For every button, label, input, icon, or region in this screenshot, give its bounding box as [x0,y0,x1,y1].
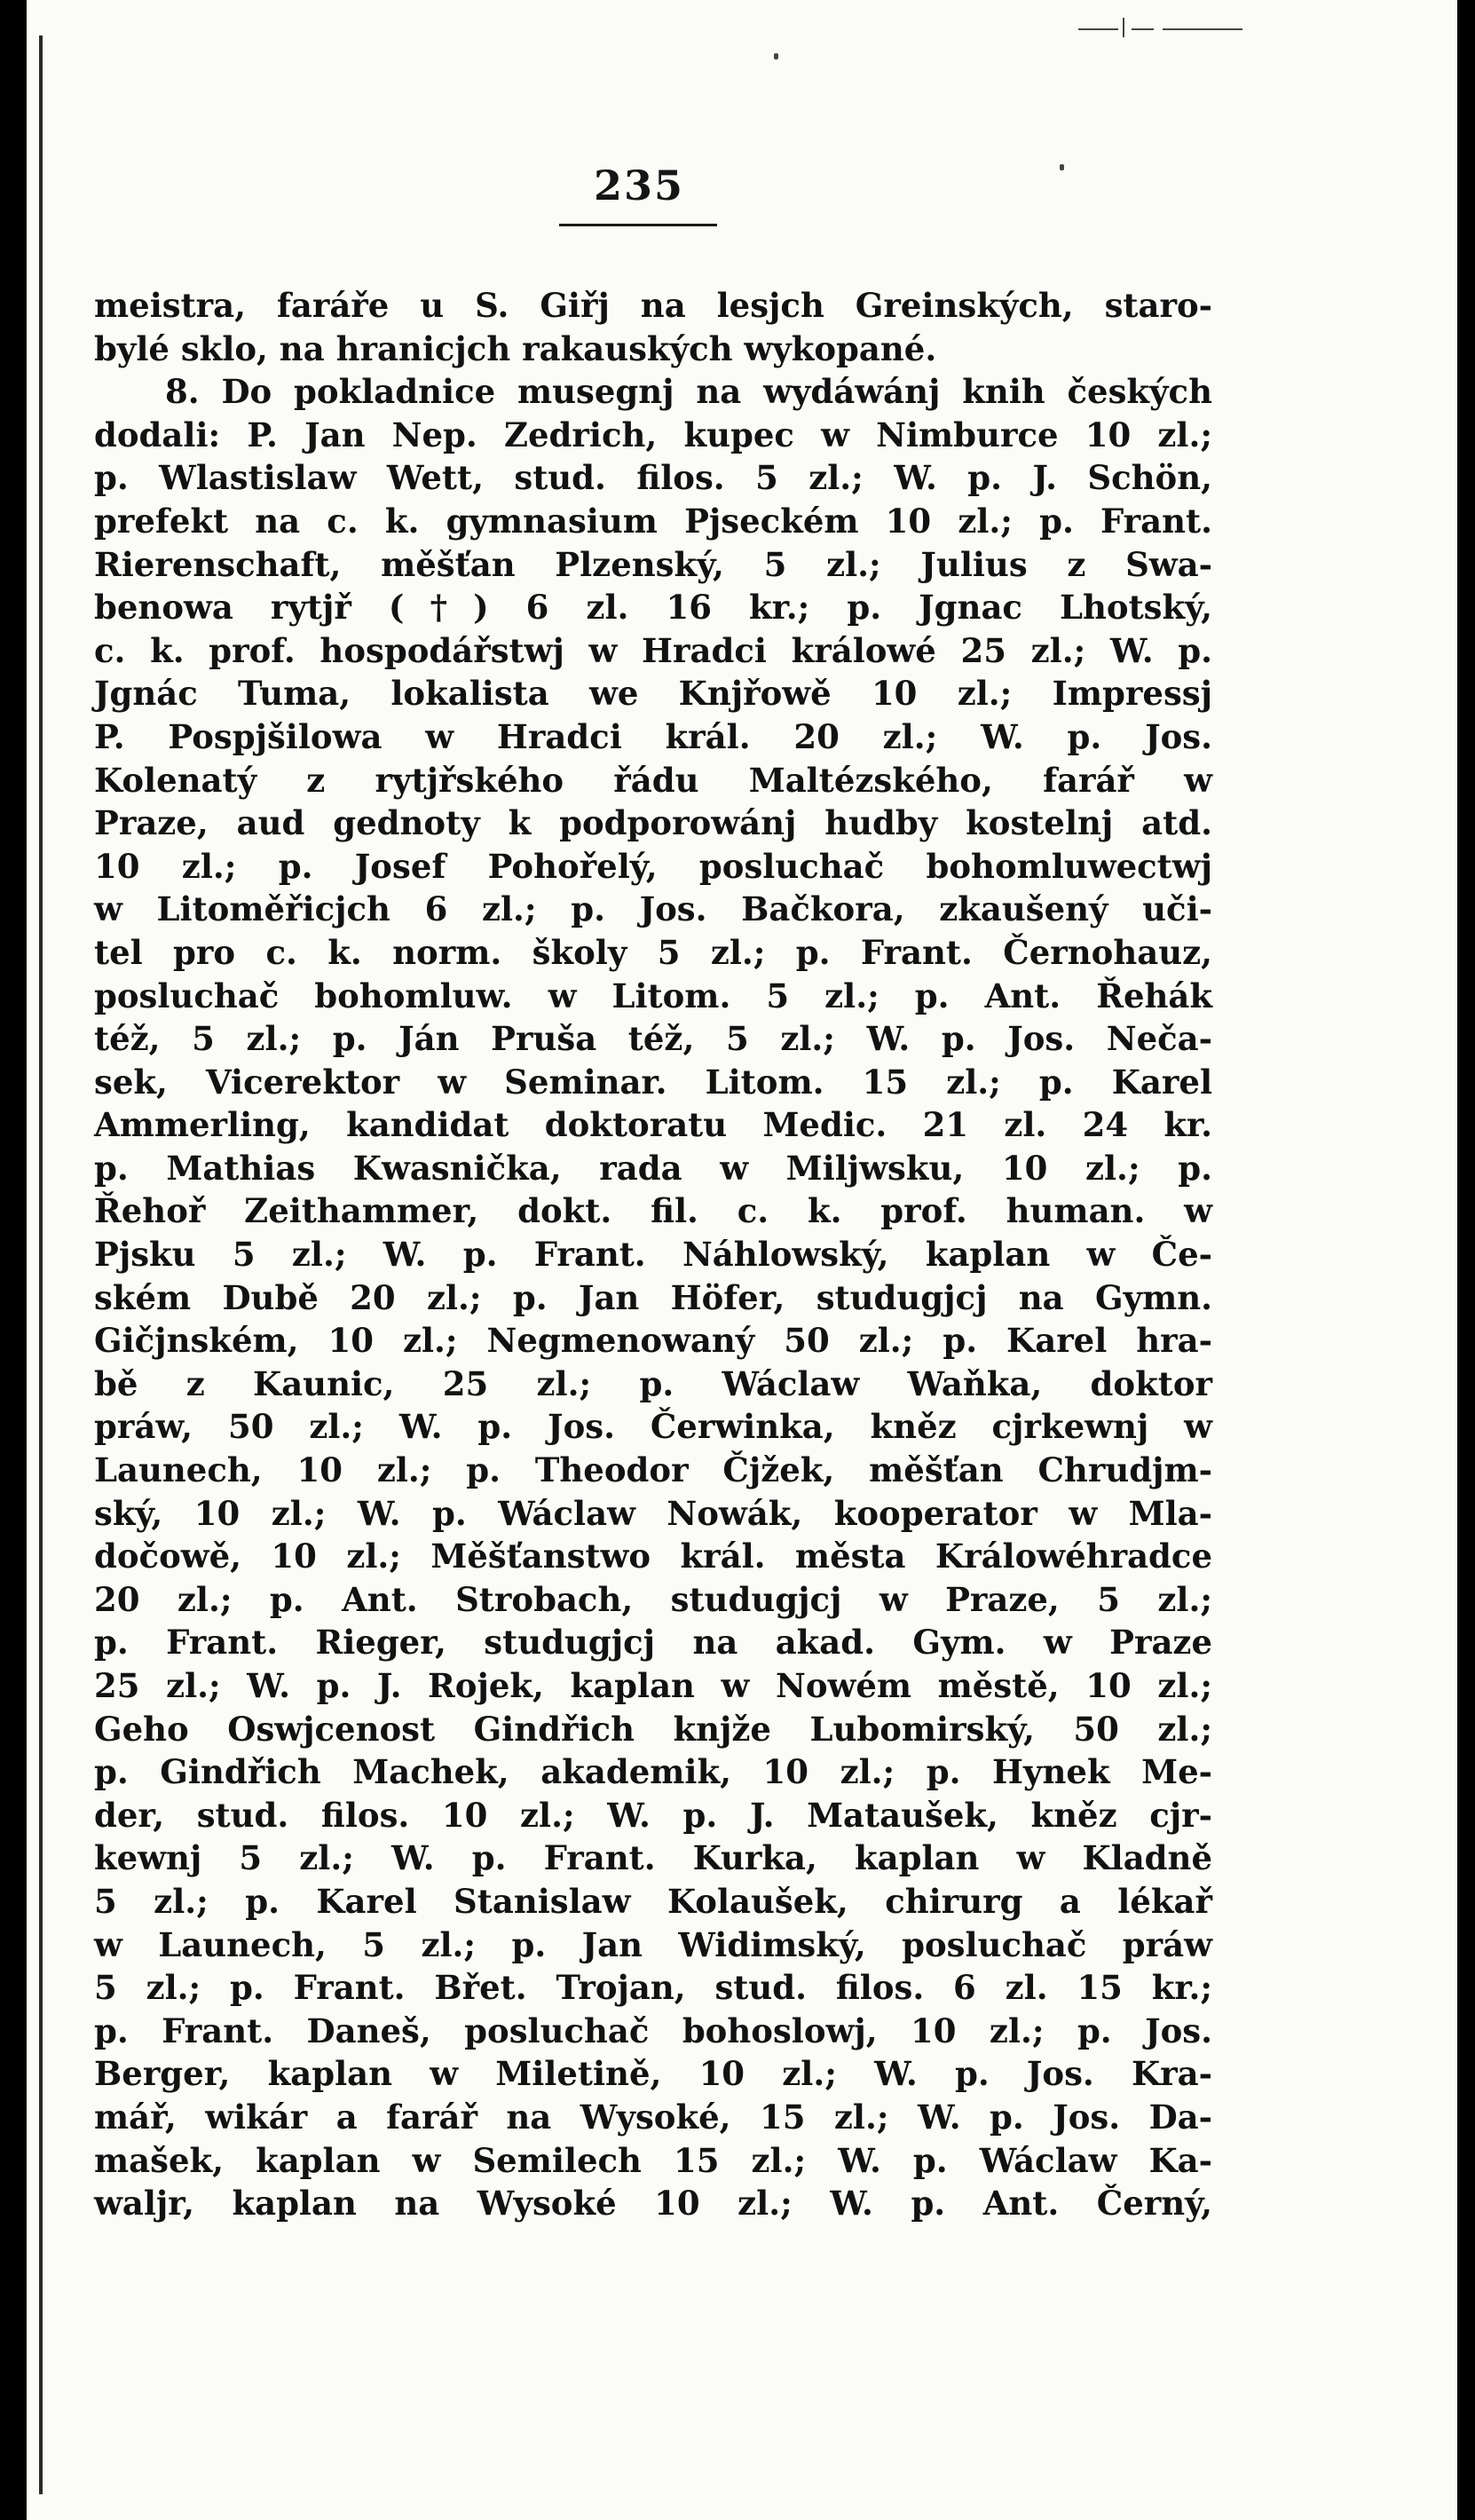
text-line: dočowě, 10 zl.; Měšťanstwo král. města Králowéhradce [94,1536,1212,1576]
text-line: ském Dubě 20 zl.; p. Jan Höfer, studugjcj na Gymn. [94,1277,1212,1317]
text-line: w Litoměřicjch 6 zl.; p. Jos. Bačkora, zkaušený uči- [94,889,1212,929]
text-line: 20 zl.; p. Ant. Strobach, studugjcj w Praze, 5 zl.; [94,1579,1212,1619]
ink-speck [774,53,778,59]
text-line: Rierenschaft, měšťan Plzenský, 5 zl.; Julius z Swa- [94,544,1212,584]
corner-mark [1078,18,1256,36]
text-line: p. Wlastislaw Wett, stud. filos. 5 zl.; W. p. J. Schön, [94,458,1212,498]
text-line: benowa rytjř (†) 6 zl. 16 kr.; p. Jgnac Lhotský, [94,588,1212,628]
text-line: kewnj 5 zl.; W. p. Frant. Kurka, kaplan w Kladně [94,1838,1212,1878]
text-line: P. Pospjšilowa w Hradci král. 20 zl.; W. p. Jos. [94,716,1212,756]
text-line: p. Frant. Rieger, studugjcj na akad. Gym. w Praze [94,1623,1212,1663]
text-line: posluchač bohomluw. w Litom. 5 zl.; p. Ant. Řehák [94,976,1212,1015]
text-line: Berger, kaplan w Miletině, 10 zl.; W. p. Jos. Kra- [94,2054,1212,2094]
text-line: der, stud. filos. 10 zl.; W. p. J. Mataušek, kněz cjr- [94,1795,1212,1835]
text-line: meistra, faráře u S. Giřj na lesjch Greinských, staro- [94,286,1212,325]
page-number-rule [559,224,717,226]
text-line: 10 zl.; p. Josef Pohořelý, posluchač bohomluwectwj [94,846,1212,886]
text-line: Launech, 10 zl.; p. Theodor Čjžek, měšťan Chrudjm- [94,1450,1212,1490]
text-line: sek, Vicerektor w Seminar. Litom. 15 zl.; p. Karel [94,1062,1212,1102]
text-line: prefekt na c. k. gymnasium Pjseckém 10 zl.; p. Frant. [94,501,1212,541]
text-line: 5 zl.; p. Karel Stanislaw Kolaušek, chirurg a lékař [94,1881,1212,1921]
text-line: tel pro c. k. norm. školy 5 zl.; p. Frant. Černohauz, [94,932,1212,972]
text-line: p. Gindřich Machek, akademik, 10 zl.; p. Hynek Me- [94,1752,1212,1792]
text-line: 8. Do pokladnice musegnj na wydáwánj knih českých [165,372,1212,412]
text-line: p. Frant. Daneš, posluchač bohoslowj, 10 zl.; p. Jos. [94,2010,1212,2050]
text-line: též, 5 zl.; p. Ján Pruša též, 5 zl.; W. p. Jos. Neča- [94,1019,1212,1059]
text-line: Jgnác Tuma, lokalista we Knjřowě 10 zl.; Impressj [94,674,1212,714]
text-line: dodali: P. Jan Nep. Zedrich, kupec w Nimburce 10 zl.; [94,415,1212,454]
text-line: w Launech, 5 zl.; p. Jan Widimský, posluchač práw [94,1924,1212,1964]
book-page [27,0,1457,2520]
text-line: mašek, kaplan w Semilech 15 zl.; W. p. Wáclaw Ka- [94,2140,1212,2180]
text-line: c. k. prof. hospodářstwj w Hradci králowé 25 zl.; W. p. [94,630,1212,670]
text-line: bě z Kaunic, 25 zl.; p. Wáclaw Waňka, doktor [94,1363,1212,1403]
binding-edge [39,36,43,2494]
text-line: waljr, kaplan na Wysoké 10 zl.; W. p. Ant. Černý, [94,2184,1212,2224]
text-line: bylé sklo, na hranicjch rakauských wykopané. [94,328,937,368]
text-line: Ammerling, kandidat doktoratu Medic. 21 zl. 24 kr. [94,1105,1212,1145]
text-line: Pjsku 5 zl.; W. p. Frant. Náhlowský, kaplan w Če- [94,1235,1212,1275]
text-line: 5 zl.; p. Frant. Břet. Trojan, stud. filos. 6 zl. 15 kr.; [94,1968,1212,2008]
text-line: Gičjnském, 10 zl.; Negmenowaný 50 zl.; p. Karel hra- [94,1321,1212,1361]
text-line: Praze, aud gednoty k podporowánj hudby kostelnj atd. [94,803,1212,843]
body-text [94,284,1212,2225]
page-number: 235 [593,162,685,209]
text-line: Řehoř Zeithammer, dokt. fil. c. k. prof. human. w [94,1191,1212,1231]
text-line: mář, wikár a farář na Wysoké, 15 zl.; W. p. Jos. Da- [94,2097,1212,2137]
ink-speck [1060,164,1064,170]
text-line: 25 zl.; W. p. J. Rojek, kaplan w Nowém městě, 10 zl.; [94,1666,1212,1705]
text-line: Kolenatý z rytjřského řádu Maltézského, farář w [94,760,1212,800]
text-line: Geho Oswjcenost Gindřich knjže Lubomirský, 50 zl.; [94,1709,1212,1749]
text-line: ský, 10 zl.; W. p. Wáclaw Nowák, kooperator w Mla- [94,1493,1212,1533]
text-line: p. Mathias Kwasnička, rada w Miljwsku, 10 zl.; p. [94,1148,1212,1188]
text-line: práw, 50 zl.; W. p. Jos. Čerwinka, kněz cjrkewnj w [94,1407,1212,1447]
